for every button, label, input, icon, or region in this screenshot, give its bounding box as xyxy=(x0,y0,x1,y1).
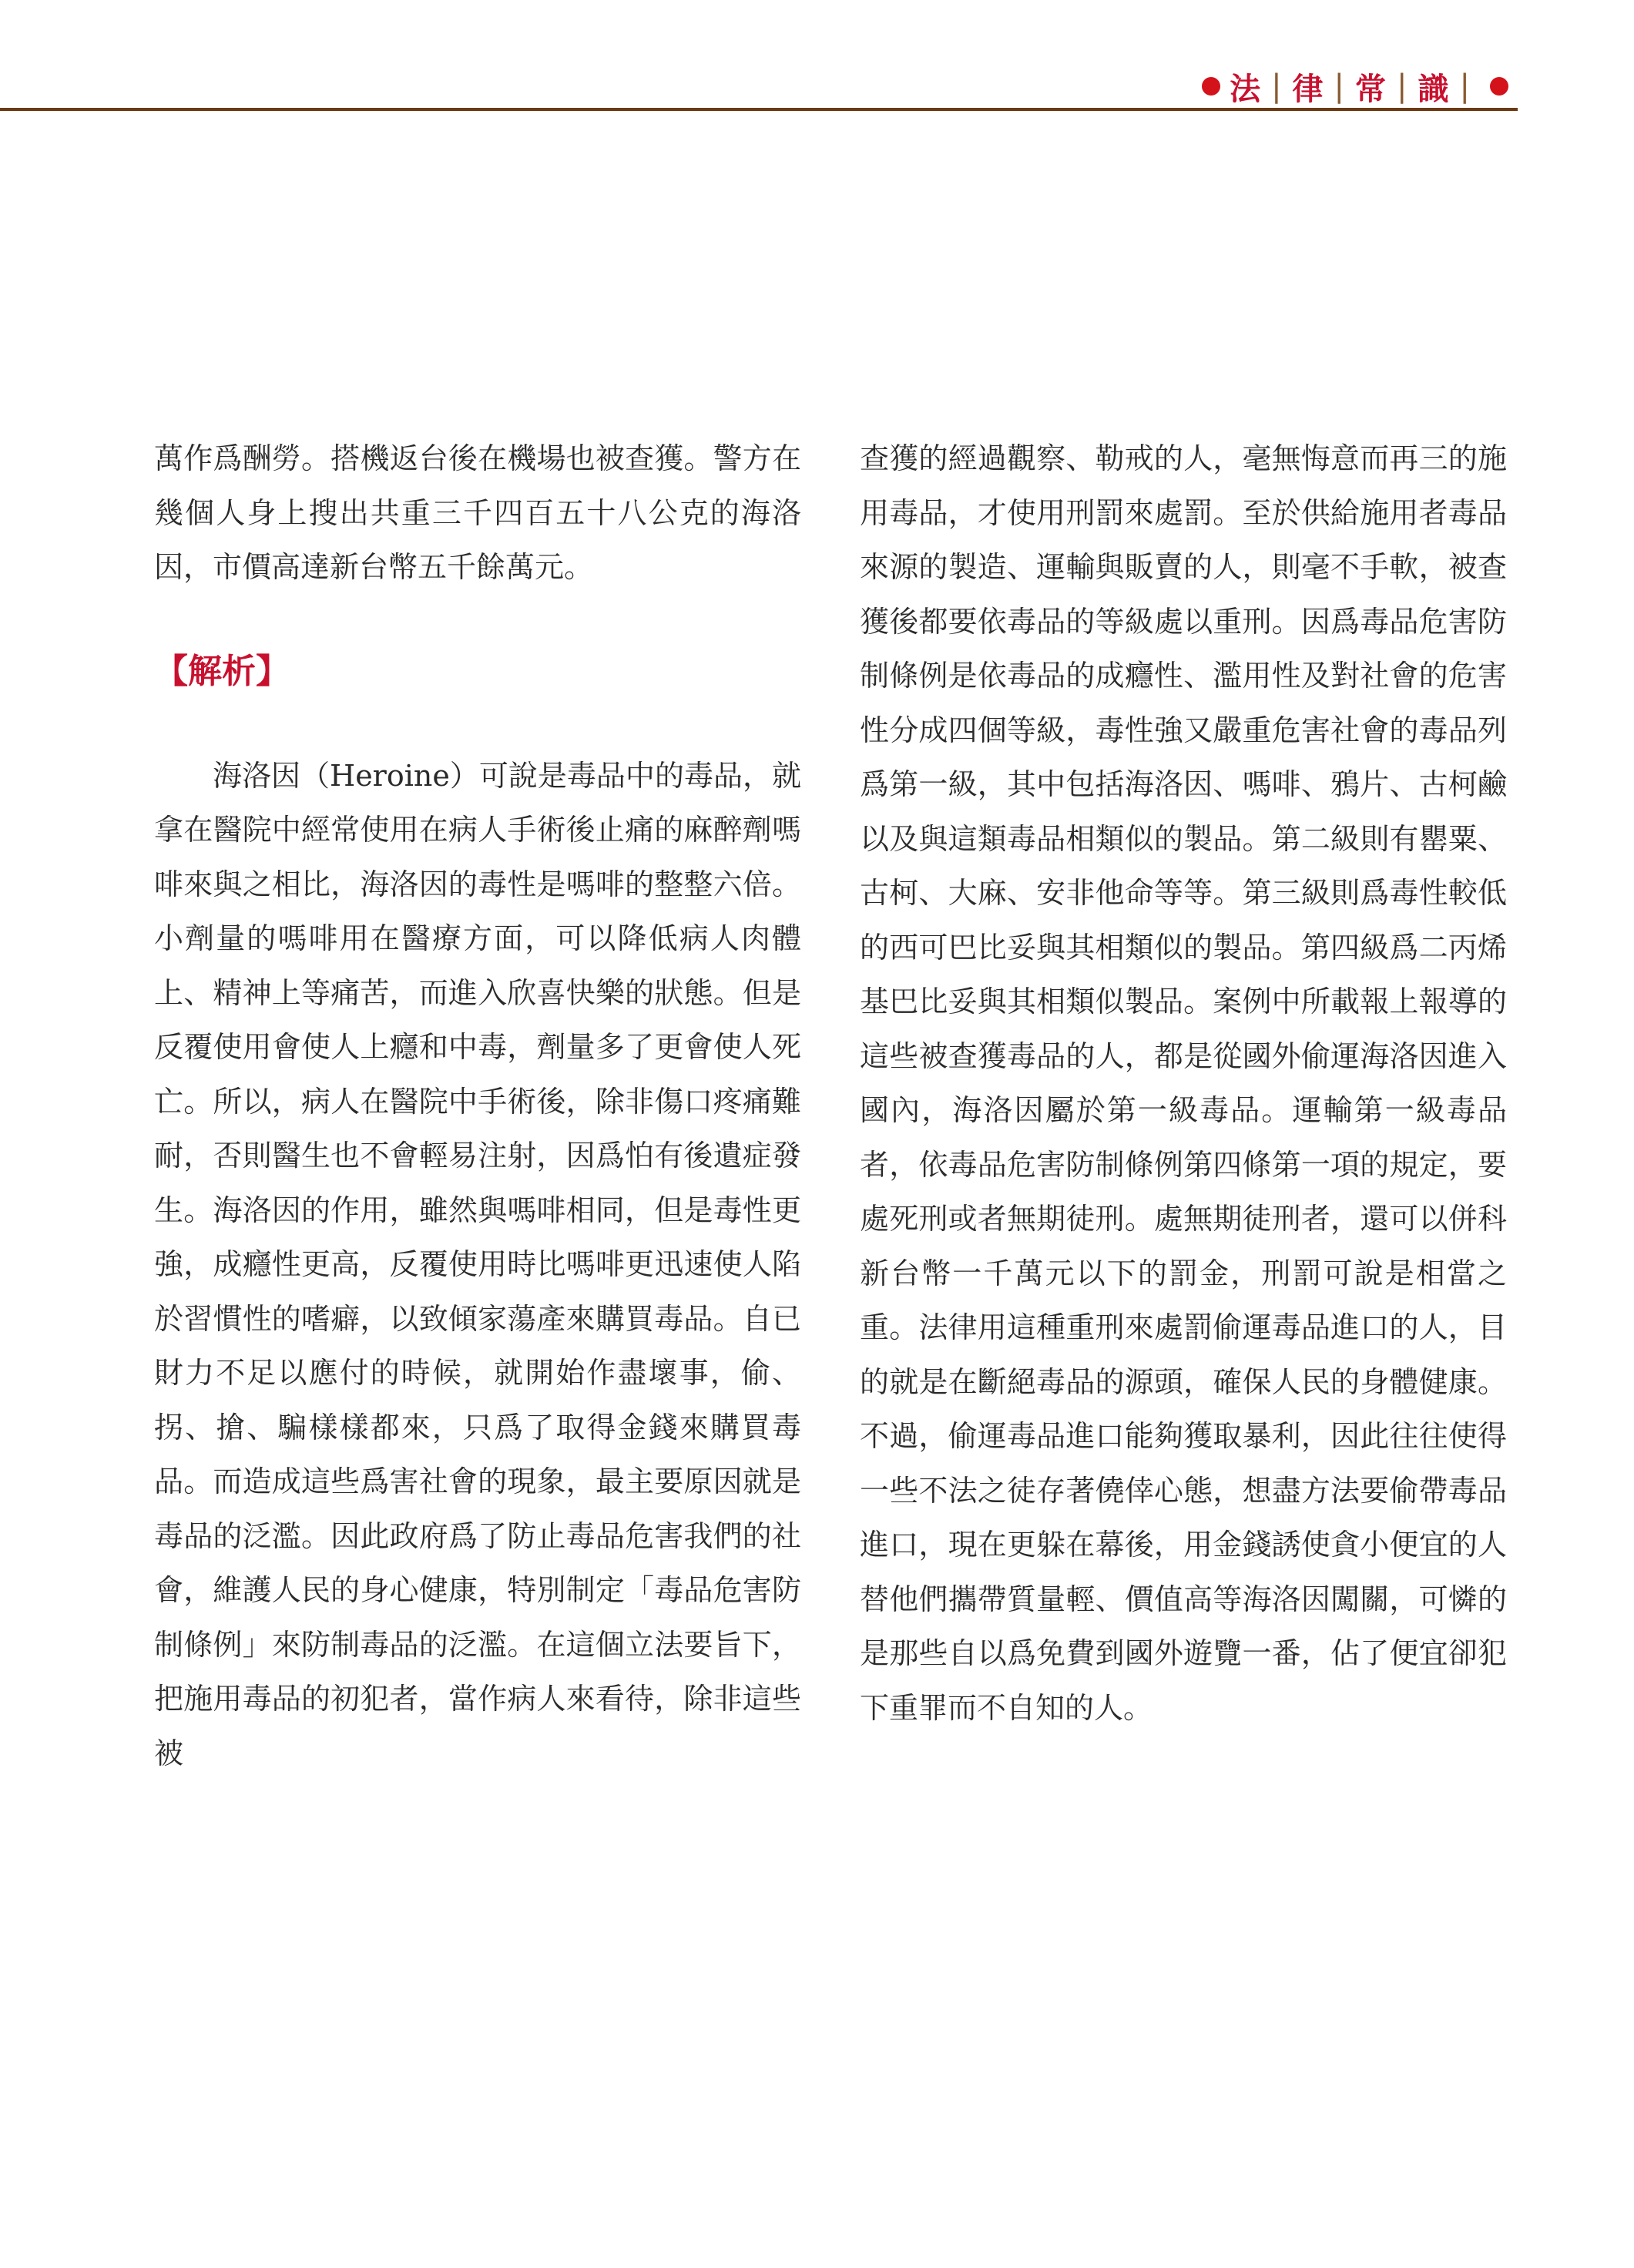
separator: | xyxy=(1459,69,1470,104)
left-column xyxy=(154,431,801,1780)
intro-paragraph: 萬作爲酬勞。搭機返台後在機場也被查獲。警方在幾個人身上搜出共重三千四百五十八公克的海洛因，市價高達新台幣五千餘萬元。 xyxy=(154,441,801,584)
header-char: 常 xyxy=(1355,71,1387,107)
separator: | xyxy=(1397,69,1408,104)
bullet-dot-icon xyxy=(1490,77,1508,96)
analysis-paragraph: 海洛因（Heroine）可說是毒品中的毒品，就拿在醫院中經常使用在病人手術後止痛的麻醉劑嗎啡來與之相比，海洛因的毒性是嗎啡的整整六倍。小劑量的嗎啡用在醫療方面，可以降低病人肉體上、精神上等痛苦，而進入欣喜快樂的狀態。但是反覆使用會使人上癮和中毒，劑量多了更會使人死亡。所以，病人在醫院中手術後，除非傷口疼痛難耐，否則醫生也不會輕易注射，因爲怕有後遺症發生。海洛因的作用，雖然與嗎啡相同，但是毒性更強，成癮性更高，反覆使用時比嗎啡更迅速使人陷於習慣性的嗜癖，以致傾家蕩產來購買毒品。自已財力不足以應付的時候，就開始作盡壞事，偷、拐、搶、騙樣樣都來，只爲了取得金錢來購買毒品。而造成這些爲害社會的現象，最主要原因就是毒品的泛濫。因此政府爲了防止毒品危害我們的社會，維護人民的身心健康，特別制定「毒品危害防制條例」來防制毒品的泛濫。在這個立法要旨下，把施用毒品的初犯者，當作病人來看待，除非這些被 xyxy=(154,758,801,1770)
header-rule xyxy=(0,108,1518,111)
separator: | xyxy=(1271,69,1282,104)
bullet-dot-icon xyxy=(1202,77,1220,96)
section-title: 【解析】 xyxy=(154,651,290,691)
header-char: 識 xyxy=(1418,71,1449,107)
body-paragraph: 查獲的經過觀察、勒戒的人，毫無悔意而再三的施用毒品，才使用刑罰來處罰。至於供給施用者毒品來源的製造、運輸與販賣的人，則毫不手軟，被查獲後都要依毒品的等級處以重刑。因爲毒品危害防制條例是依毒品的成癮性、濫用性及對社會的危害性分成四個等級，毒性強又嚴重危害社會的毒品列爲第一級，其中包括海洛因、嗎啡、鴉片、古柯鹼以及與這類毒品相類似的製品。第二級則有罌粟、古柯、大麻、安非他命等等。第三級則爲毒性較低的西可巴比妥與其相類似的製品。第四級爲二丙烯基巴比妥與其相類似製品。案例中所載報上報導的這些被查獲毒品的人，都是從國外偷運海洛因進入國內，海洛因屬於第一級毒品。運輸第一級毒品者，依毒品危害防制條例第四條第一項的規定，要處死刑或者無期徒刑。處無期徒刑者，還可以併科新台幣一千萬元以下的罰金，刑罰可說是相當之重。法律用這種重刑來處罰偷運毒品進口的人，目的就是在斷絕毒品的源頭，確保人民的身體健康。不過，偷運毒品進口能夠獲取暴利，因此往往使得一些不法之徒存著僥倖心態，想盡方法要偷帶毒品進口，現在更躲在幕後，用金錢誘使貪小便宜的人替他們攜帶質量輕、價值高等海洛因闖關，可憐的是那些自以爲免費到國外遊覽一番，佔了便宜卻犯下重罪而不自知的人。 xyxy=(860,441,1507,1725)
separator: | xyxy=(1334,69,1345,104)
header-char: 法 xyxy=(1230,71,1261,107)
header-char: 律 xyxy=(1292,71,1324,107)
right-column xyxy=(860,431,1507,1735)
section-header xyxy=(1102,65,1518,108)
